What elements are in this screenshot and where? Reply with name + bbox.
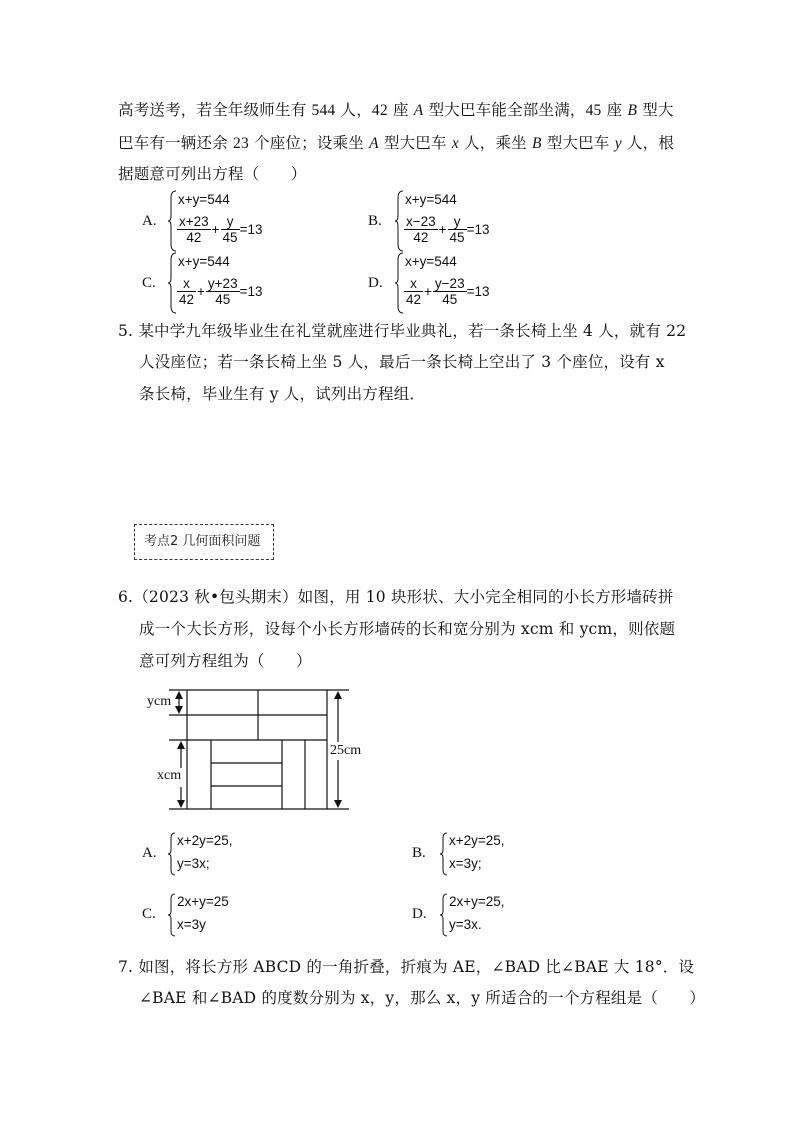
q7-text-line-2: ∠BAE 和∠BAD 的度数分别为 x，y，那么 x，y 所适合的一个方程组是（ ）: [139, 989, 706, 1007]
numerator: x+23: [179, 214, 209, 229]
equation-1: x+y=544: [405, 192, 457, 207]
q4-option-c-system[interactable]: [168, 252, 298, 314]
denominator: 45: [222, 230, 238, 245]
q6-option-d-system[interactable]: [440, 893, 550, 937]
variable: y: [614, 135, 622, 152]
q4-option-b-label[interactable]: B.: [368, 213, 382, 229]
rhs: =13: [466, 222, 490, 237]
q4-option-a-label[interactable]: A.: [142, 213, 157, 229]
numerator: y+23: [207, 276, 238, 291]
q4-text-line-1: [118, 100, 674, 121]
text: 型大: [637, 101, 674, 119]
numerator: x: [177, 276, 196, 292]
brace-icon: [440, 893, 449, 937]
variable: B: [627, 102, 638, 119]
q6-option-a-label[interactable]: A.: [142, 845, 157, 861]
figure-label-x: xcm: [157, 768, 182, 783]
rhs: =13: [239, 222, 263, 237]
denominator: 42: [186, 230, 202, 245]
rhs: =13: [466, 284, 490, 299]
brace-icon: [440, 832, 449, 876]
denominator: 45: [215, 292, 231, 307]
brace-icon: [168, 832, 177, 876]
numerator: y: [221, 214, 240, 230]
q4-option-b-system[interactable]: [395, 190, 525, 252]
q6-text-line-1: 6.（2023 秋•包头期末）如图，用 10 块形状、大小完全相同的小长方形墙砖拼: [118, 588, 674, 606]
q6-option-a-system[interactable]: [168, 832, 278, 876]
q6-option-c-label[interactable]: C.: [142, 906, 156, 922]
fraction: [404, 276, 423, 307]
equation-1: 2x+y=25,: [449, 894, 505, 909]
figure-label-y: ycm: [147, 694, 172, 709]
numerator: y: [448, 214, 467, 230]
number: 45: [585, 102, 602, 119]
equation-1: x+2y=25,: [449, 833, 505, 848]
q4-option-a-system[interactable]: [168, 190, 298, 252]
text: 人，乘坐: [458, 134, 532, 152]
text: 座: [601, 101, 628, 119]
variable: A: [369, 135, 379, 152]
equation-1: x+y=544: [405, 254, 457, 269]
denominator: 42: [413, 230, 429, 245]
fraction: [177, 214, 211, 245]
equation-2: [177, 276, 262, 307]
text: 型大巴车: [378, 134, 452, 152]
equation-2: y=3x;: [177, 856, 210, 871]
variable: x: [451, 135, 459, 152]
text: 型大巴车能全部坐满，: [423, 101, 586, 119]
q6-option-b-system[interactable]: [440, 832, 550, 876]
equation-2: x=3y;: [449, 856, 482, 871]
fraction: [206, 276, 240, 307]
denominator: 45: [442, 292, 458, 307]
operator: +: [197, 284, 205, 299]
q6-option-d-label[interactable]: D.: [412, 906, 427, 922]
denominator: 45: [449, 230, 465, 245]
q6-text-line-2: 成一个大长方形，设每个小长方形墙砖的长和宽分别为 xcm 和 ycm，则依题: [139, 620, 676, 638]
q6-text-line-3: 意可列方程组为（ ）: [139, 652, 312, 670]
fraction: [221, 214, 240, 245]
text: 人，根: [621, 134, 675, 152]
operator: +: [438, 222, 447, 237]
denominator: 42: [406, 292, 422, 307]
numerator: x: [404, 276, 423, 292]
numerator: y−23: [434, 276, 465, 291]
q5-text-line-3: 条长椅，毕业生有 y 人，试列出方程组．: [139, 385, 426, 403]
fraction: [404, 214, 438, 245]
text: 个座位；设乘坐: [248, 134, 370, 152]
number: 42: [371, 102, 388, 119]
equation-2: x=3y: [177, 917, 206, 932]
text: 人，: [335, 101, 372, 119]
number: 544: [311, 102, 336, 119]
q4-option-c-label[interactable]: C.: [142, 275, 156, 291]
q5-text-line-2: 人没座位；若一条长椅上坐 5 人，最后一条长椅上空出了 3 个座位，设有 x: [139, 353, 665, 371]
rhs: =13: [239, 284, 263, 299]
equation-2: y=3x.: [449, 917, 482, 932]
operator: +: [424, 284, 432, 299]
figure-label-total: 25cm: [330, 743, 362, 758]
equation-2: [177, 214, 262, 245]
text: 巴车有一辆还余: [118, 134, 234, 152]
text: 据题意可列出方程（ ）: [118, 165, 307, 183]
variable: B: [531, 135, 542, 152]
denominator: 42: [179, 292, 195, 307]
equation-1: x+y=544: [178, 254, 230, 269]
equation-2: [404, 214, 489, 245]
equation-2: [404, 276, 489, 307]
equation-1: 2x+y=25: [177, 894, 229, 909]
q7-text-line-1: 7. 如图，将长方形 ABCD 的一角折叠，折痕为 AE，∠BAD 比∠BAE 大 18°．设: [118, 958, 695, 976]
brace-icon: [168, 893, 177, 937]
q4-text-line-2: [118, 133, 674, 154]
q4-option-d-system[interactable]: [395, 252, 525, 314]
fraction: [177, 276, 196, 307]
section-header: 考点2 几何面积问题: [134, 524, 274, 560]
q4-text-line-3: [118, 164, 306, 184]
text: 高考送考，若全年级师生有: [118, 101, 312, 119]
equation-1: x+2y=25,: [177, 833, 233, 848]
fraction: [433, 276, 467, 307]
variable: A: [413, 102, 424, 119]
text: 座: [387, 101, 414, 119]
q6-option-c-system[interactable]: [168, 893, 278, 937]
q5-text-line-1: 5. 某中学九年级毕业生在礼堂就座进行毕业典礼，若一条长椅上坐 4 人，就有 22: [118, 322, 687, 340]
q4-option-d-label[interactable]: D.: [368, 275, 383, 291]
operator: +: [211, 222, 220, 237]
numerator: x−23: [406, 214, 436, 229]
q6-option-b-label[interactable]: B.: [412, 845, 426, 861]
text: 型大巴车: [541, 134, 615, 152]
fraction: [448, 214, 467, 245]
equation-1: x+y=544: [178, 192, 230, 207]
number: 23: [233, 135, 249, 152]
